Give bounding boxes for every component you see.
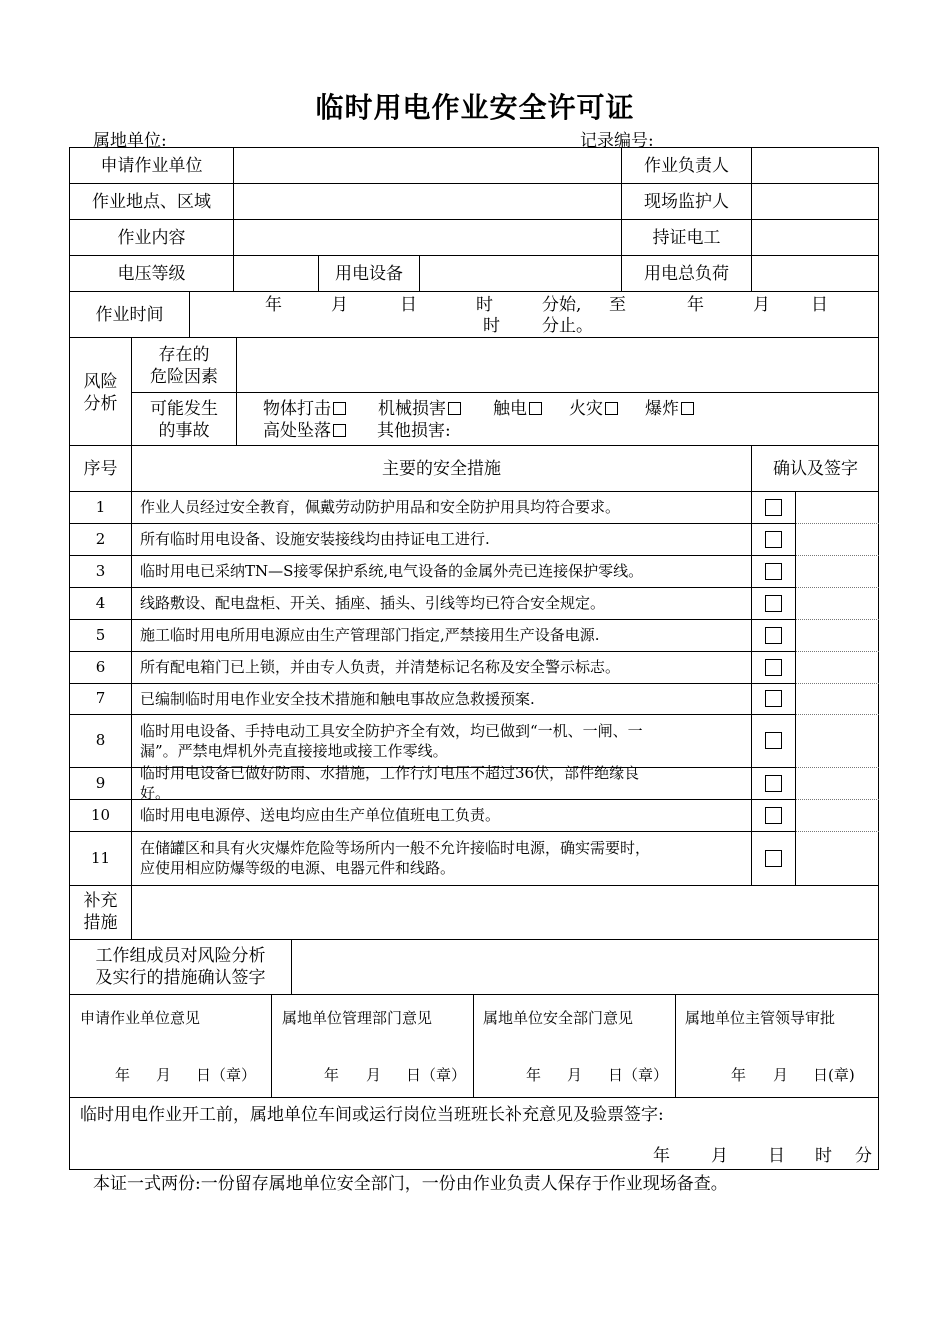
measure-text: 施工临时用电所用电源应由生产管理部门指定,严禁接用生产设备电源. — [140, 626, 600, 644]
risk-label-line2: 分析 — [83, 394, 118, 414]
measure-no: 11 — [90, 848, 111, 867]
approval-leader: 属地单位主管领导审批 — [685, 1009, 836, 1027]
apply-unit-label: 申请作业单位 — [100, 156, 203, 176]
option-object-strike[interactable]: 物体打击 — [263, 398, 346, 420]
time-end-month: 月 — [753, 295, 770, 315]
confirm-checkbox[interactable] — [765, 595, 782, 612]
confirm-checkbox[interactable] — [765, 563, 782, 580]
confirm-checkbox[interactable] — [765, 850, 782, 867]
approval-apply-unit: 申请作业单位意见 — [80, 1009, 201, 1027]
confirm-checkbox[interactable] — [765, 690, 782, 707]
checkbox-electric-shock — [529, 402, 542, 415]
measure-text: 临时用电设备、手持电动工具安全防护齐全有效，均已做到“一机、一闸、一 — [140, 721, 643, 740]
startup-minute: 分 — [855, 1146, 872, 1166]
col-measure-header: 主要的安全措施 — [382, 459, 501, 479]
measure-no: 6 — [95, 657, 106, 676]
supplement-label: 补充 — [83, 891, 118, 911]
measure-no: 7 — [95, 689, 106, 707]
equipment-label: 用电设备 — [335, 264, 403, 284]
approval-1-year: 年 — [115, 1066, 131, 1084]
checkbox-explosion — [681, 402, 694, 415]
option-fire[interactable]: 火灾 — [569, 398, 618, 420]
measure-no: 4 — [95, 593, 106, 612]
measure-text: 作业人员经过安全教育，佩戴劳动防护用品和安全防护用具均符合要求。 — [140, 498, 621, 516]
hazard-label: 存在的 — [158, 345, 210, 365]
approval-4-year: 年 — [731, 1066, 747, 1084]
measure-no: 5 — [95, 625, 106, 644]
supplement-label-line2: 措施 — [83, 913, 118, 933]
approval-3-day: 日（章） — [608, 1066, 669, 1084]
startup-text: 临时用电作业开工前，属地单位车间或运行岗位当班班长补充意见及验票签字: — [80, 1105, 664, 1125]
confirm-checkbox[interactable] — [765, 659, 782, 676]
time-end-year: 年 — [687, 295, 704, 315]
time-minute-end: 分止。 — [542, 316, 593, 336]
option-other: 其他损害: — [377, 421, 451, 441]
hazard-label-line2: 危险因素 — [150, 367, 218, 387]
measure-no: 1 — [95, 497, 106, 516]
startup-day: 日 — [768, 1146, 785, 1166]
measure-text: 在储罐区和具有火灾爆炸危险等场所内一般不允许接临时电源，确实需要时， — [140, 839, 651, 857]
approval-4-month: 月 — [773, 1066, 789, 1084]
approval-4-day: 日(章) — [813, 1066, 855, 1084]
time-end-day: 日 — [811, 295, 828, 315]
approval-management: 属地单位管理部门意见 — [282, 1009, 433, 1027]
time-month: 月 — [331, 295, 348, 315]
measure-text: 应使用相应防爆等级的电源、电器元件和线路。 — [140, 859, 456, 877]
time-day: 日 — [400, 295, 417, 315]
accident-label: 可能发生 — [150, 399, 218, 419]
electrician-label: 持证电工 — [652, 228, 721, 248]
startup-year: 年 — [653, 1146, 670, 1166]
record-number-label: 记录编号: — [580, 131, 654, 151]
approval-3-year: 年 — [526, 1066, 542, 1084]
approval-1-day: 日（章） — [196, 1066, 257, 1084]
location-label: 作业地点、区域 — [92, 192, 211, 212]
measure-text: 已编制临时用电作业安全技术措施和触电事故应急救援预案. — [140, 689, 535, 708]
form-title: 临时用电作业安全许可证 — [315, 91, 635, 124]
approval-1-month: 月 — [156, 1066, 172, 1084]
measure-no: 8 — [95, 731, 106, 749]
measure-text: 所有临时用电设备、设施安装接线均由持证电工进行. — [140, 530, 490, 548]
measure-text: 好。 — [140, 784, 171, 802]
col-no-header: 序号 — [83, 459, 118, 479]
voltage-label: 电压等级 — [117, 264, 186, 284]
measure-text: 临时用电设备已做好防雨、水措施，工作行灯电压不超过36伏，部件绝缘良 — [140, 764, 640, 782]
confirm-checkbox[interactable] — [765, 499, 782, 516]
approval-3-month: 月 — [567, 1066, 583, 1084]
confirm-checkbox[interactable] — [765, 732, 782, 749]
team-sign-label-line2: 及实行的措施确认签字 — [95, 968, 266, 988]
checkbox-fall — [333, 424, 346, 437]
confirm-checkbox[interactable] — [765, 775, 782, 792]
content-label: 作业内容 — [117, 228, 186, 248]
measure-no: 3 — [95, 561, 106, 580]
checkbox-fire — [605, 402, 618, 415]
startup-month: 月 — [711, 1146, 728, 1166]
approval-2-year: 年 — [324, 1066, 340, 1084]
measure-text: 线路敷设、配电盘柜、开关、插座、插头、引线等均已符合安全规定。 — [140, 594, 606, 612]
time-to: 至 — [609, 295, 626, 315]
time-minute-start: 分始, — [542, 295, 582, 315]
measure-text: 临时用电电源停、送电均应由生产单位值班电工负责。 — [140, 806, 501, 824]
measure-no: 9 — [95, 773, 106, 792]
confirm-checkbox[interactable] — [765, 807, 782, 824]
team-sign-label: 工作组成员对风险分析 — [95, 946, 266, 966]
measure-no: 2 — [95, 529, 106, 548]
checkbox-mechanical — [448, 402, 461, 415]
approval-safety: 属地单位安全部门意见 — [483, 1009, 634, 1027]
confirm-checkbox[interactable] — [765, 531, 782, 548]
option-explosion[interactable]: 爆炸 — [645, 398, 694, 420]
accident-label-line2: 的事故 — [158, 421, 210, 441]
col-confirm-header: 确认及签字 — [773, 459, 858, 479]
checkbox-object-strike — [333, 402, 346, 415]
time-hour: 时 — [476, 295, 493, 315]
measure-no: 10 — [90, 805, 111, 824]
risk-label: 风险 — [83, 372, 118, 392]
measure-text: 所有配电箱门已上锁，并由专人负责，并清楚标记名称及安全警示标志。 — [140, 658, 621, 676]
option-fall[interactable]: 高处坠落 — [263, 420, 346, 442]
monitor-label: 现场监护人 — [644, 192, 729, 212]
startup-hour: 时 — [815, 1146, 832, 1166]
time-year: 年 — [265, 295, 282, 315]
measure-text: 漏”。严禁电焊机外壳直接接地或接工作零线。 — [140, 741, 448, 760]
approval-2-day: 日（章） — [406, 1066, 467, 1084]
option-electric-shock[interactable]: 触电 — [493, 398, 542, 420]
time-end-hour: 时 — [483, 316, 500, 336]
work-leader-label: 作业负责人 — [644, 156, 729, 176]
approval-2-month: 月 — [366, 1066, 382, 1084]
work-time-label: 作业时间 — [95, 305, 164, 325]
confirm-checkbox[interactable] — [765, 627, 782, 644]
measure-text: 临时用电已采纳TN—S接零保护系统,电气设备的金属外壳已连接保护零线。 — [140, 562, 644, 580]
total-load-label: 用电总负荷 — [644, 264, 729, 284]
footer-note: 本证一式两份:一份留存属地单位安全部门，一份由作业负责人保存于作业现场备查。 — [93, 1174, 728, 1194]
unit-label: 属地单位: — [93, 131, 167, 151]
option-mechanical[interactable]: 机械损害 — [378, 398, 461, 420]
